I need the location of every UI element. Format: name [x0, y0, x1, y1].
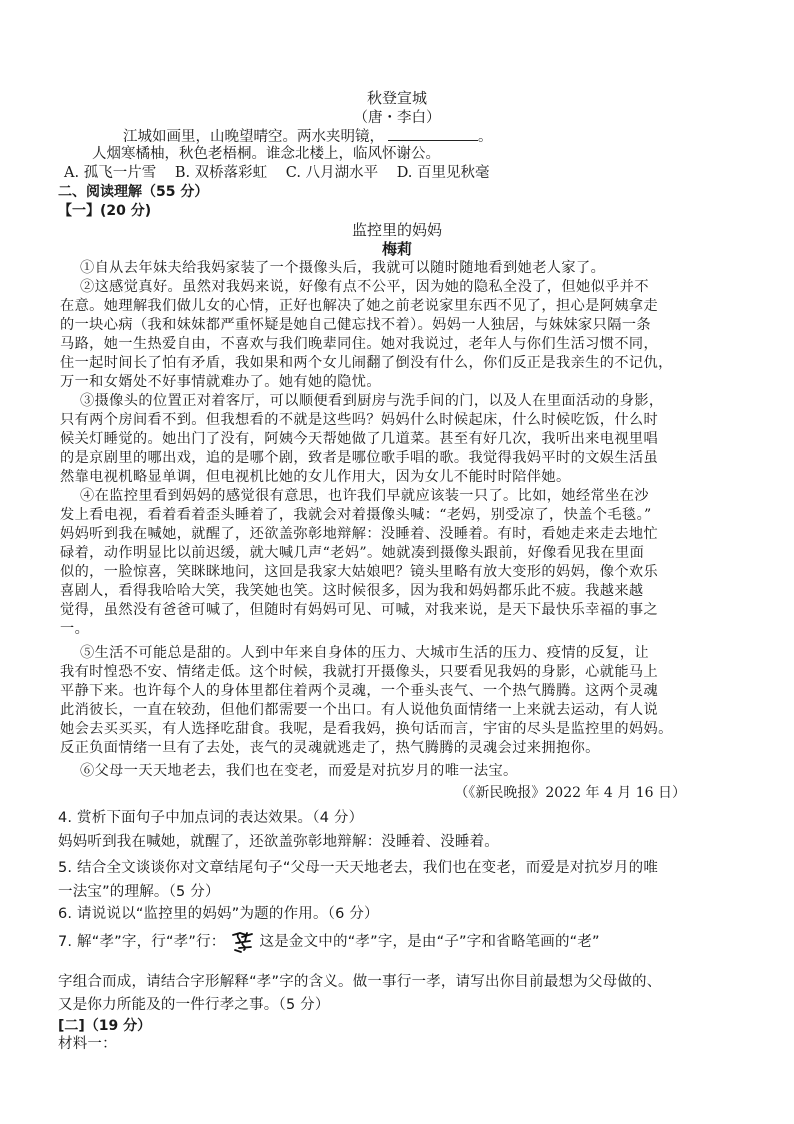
article-line: 的是京剧里的哪出戏，追的是哪个剧，致者是哪位歌手唱的歌。我觉得我妈平时的文娱生活虽	[60, 450, 659, 466]
poem-line-1-end: 。	[478, 129, 493, 145]
question-4-sentence: 妈妈听到我在喊她，就醒了，还欲盖弥彰地辩解：没睡着、没睡着。	[58, 834, 499, 850]
article-source: （《新民晚报》2022 年 4 月 16 日）	[454, 785, 686, 801]
article-line: ⑥父母一天天地老去，我们也在变老，而爱是对抗岁月的唯一法宝。	[80, 763, 518, 779]
answer-blank[interactable]	[388, 126, 478, 141]
article-line: 碌着，动作明显比以前迟缓，就大喊几声“老妈”。她就凑到摄像头跟前，好像看见我在里面	[60, 545, 645, 561]
article-line: 反正负面情绪一旦有了去处，丧气的灵魂就逃走了，热气腾腾的灵魂会过来拥抱你。	[60, 740, 600, 756]
article-line: 住一起时间长了怕有矛盾，我如果和两个女儿闹翻了倒没有什么，你们反正是我亲生的不记仇，	[60, 355, 673, 371]
article-line: 此消彼长，一直在较劲，但他们都需要一个出口。有人说他负面情绪一上来就去运动，有人说	[60, 702, 659, 718]
question-5-line-2: 一法宝”的理解。（5 分）	[58, 884, 220, 900]
question-7-lead: 7. 解“孝”字，行“孝”行：	[58, 934, 226, 950]
poem-options	[64, 163, 504, 183]
poem-line-2: 人烟寒橘柚，秋色老梧桐。谁念北楼上，临风怀谢公。	[92, 146, 440, 162]
option-a: A. 孤飞一片雪	[64, 165, 157, 181]
article-line: 觉得，虽然没有爸爸可喊了，但随时有妈妈可见、可喊，对我来说，是天下最快乐幸福的事之	[60, 602, 659, 618]
question-7-desc: 这是金文中的“孝”字，是由“子”字和省略笔画的“老”	[259, 934, 600, 950]
article-line: 的一块心病（我和妹妹都严重怀疑是她自己健忘找不着）。妈妈一人独居，与妹妹家只隔一条	[60, 317, 651, 333]
part-2-heading: [二]（19 分）	[58, 1018, 152, 1034]
question-7-line-2: 字组合而成，请结合字形解释“孝”字的含义。做一事行一孝，请写出你目前最想为父母做的、	[58, 974, 662, 990]
article-line: 喜剧人，看得我哈哈大笑，我笑她也笑。这时候很多，因为我和妈妈都乐此不疲。我越来越	[60, 583, 644, 599]
article-line: ②这感觉真好。虽然对我妈来说，好像有点不公平，因为她的隐私全没了，但她似乎并不	[80, 279, 649, 295]
article-line: 在意。她理解我们做儿女的心情，正好也解决了她之前老说家里东西不见了，担心是阿姨拿走	[60, 298, 659, 314]
poem-line-1-text: 江城如画里，山晚望晴空。两水夹明镜，	[123, 129, 384, 145]
question-7-line-3: 又是你力所能及的一件行孝之事。（5 分）	[58, 997, 330, 1013]
article-line: 万一和女婿处不好事情就难办了。她有她的隐忧。	[60, 374, 381, 390]
article-line: 发上看电视，看着看着歪头睡着了，我就会对着摄像头喊：“老妈，别受凉了，快盖个毛毯。”	[60, 507, 652, 523]
article-line: ③摄像头的位置正对着客厅，可以顺便看到厨房与洗手间的门，以及人在里面活动的身影，	[80, 393, 664, 409]
article-line: 然靠电视机略显单调，但电视机比她的女儿作用大，因为女儿不能时时陪伴她。	[60, 469, 571, 485]
article-line: 一。	[60, 621, 90, 637]
part-1-heading: 【一】(20 分)	[58, 203, 152, 219]
article-title: 监控里的妈妈	[351, 221, 442, 239]
poem-author: （唐・李白）	[353, 110, 441, 126]
bronze-script-xiao-icon	[230, 931, 256, 953]
option-b: B. 双桥落彩虹	[174, 165, 268, 181]
material-one-label: 材料一：	[58, 1036, 117, 1052]
article-line: ①自从去年妹夫给我妈家装了一个摄像头后，我就可以随时随地看到她老人家了。	[80, 260, 606, 276]
question-4: 4. 赏析下面句子中加点词的表达效果。（4 分）	[58, 810, 364, 826]
article-line: 候关灯睡觉的。她出门了没有，阿姨今天帮她做了几道菜。甚至有好几次，我听出来电视里唱	[60, 431, 659, 447]
article-line: 平静下来。也许每个人的身体里都住着两个灵魂，一个垂头丧气、一个热气腾腾。这两个灵魂	[60, 683, 659, 699]
question-7-line-1	[58, 931, 600, 953]
option-d: D. 百里见秋毫	[396, 165, 490, 181]
article-author: 梅莉	[381, 240, 412, 258]
question-5-line-1: 5. 结合全文谈谈你对文章结尾句子“父母一天天地老去，我们也在变老，而爱是对抗岁月的唯	[58, 860, 659, 876]
article-line: 我有时惶恐不安、情绪走低。这个时候，我就打开摄像头，只要看见我妈的身影，心就能马上	[60, 664, 659, 680]
poem-title: 秋登宣城	[366, 89, 427, 107]
article-line: 她会去买买买，有人选择吃甜食。我呢，是看我妈，换句话而言，宇宙的尽头是监控里的妈妈。	[60, 721, 673, 737]
article-line: 似的，一脸惊喜，笑眯眯地问，这回是我家大姑娘吧？镜头里略有放大变形的妈妈，像个欢乐	[60, 564, 659, 580]
article-line: 马路，她一生热爱自由，不喜欢与我们晚辈同住。她对我说过，老年人与你们生活习惯不同，	[60, 336, 659, 352]
section-heading: 二、阅读理解（55 分）	[58, 184, 209, 200]
question-6: 6. 请说说以“监控里的妈妈”为题的作用。（6 分）	[58, 906, 379, 922]
article-line: ④在监控里看到妈妈的感觉很有意思，也许我们早就应该装一只了。比如，她经常坐在沙	[80, 488, 649, 504]
article-line: 只有两个房间看不到。但我想看的不就是这些吗？妈妈什么时候起床，什么时候吃饭，什么时	[60, 412, 659, 428]
article-line: 妈妈听到我在喊她，就醒了，还欲盖弥彰地辩解：没睡着、没睡着。有时，看她走来走去地忙	[60, 526, 659, 542]
option-c: C. 八月湖水平	[285, 165, 379, 181]
article-line: ⑤生活不可能总是甜的。人到中年来自身体的压力、大城市生活的压力、疫情的反复，让	[80, 645, 649, 661]
